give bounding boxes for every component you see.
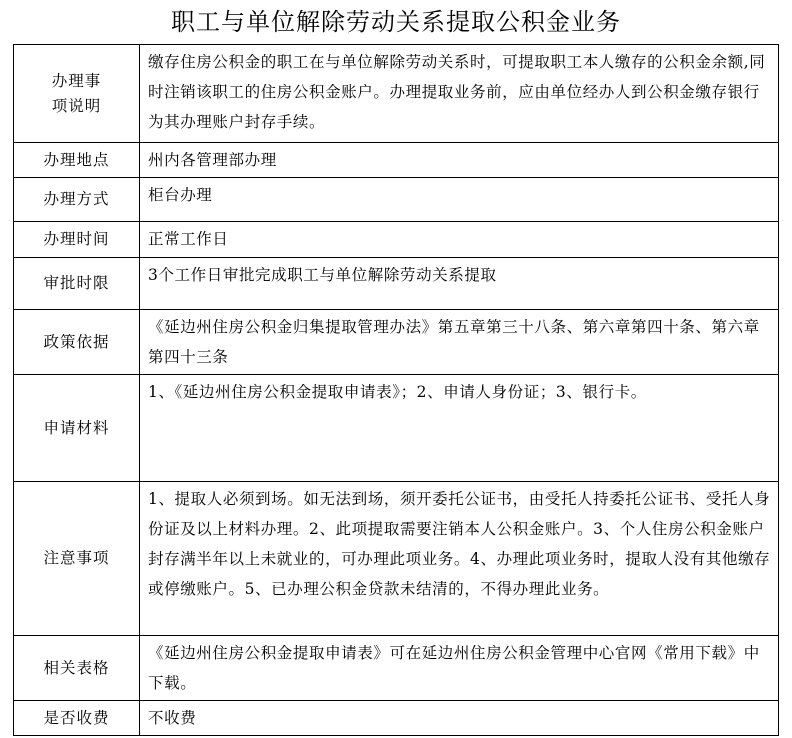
table-row xyxy=(14,375,779,482)
row-label: 是否收费 xyxy=(14,701,140,736)
row-label: 申请材料 xyxy=(14,375,140,482)
row-value: 1、提取人必须到场。如无法到场，须开委托公证书，由受托人持委托公证书、受托人身份证及以上材料办理。2、此项提取需要注销本人公积金账户。3、个人住房公积金账户封存满半年以上未就业的，可办理此项业务。4、办理此项业务时，提取人没有其他缴存或停缴账户。5、已办理公积金贷款未结清的，不得办理此业务。 xyxy=(140,482,779,636)
table-row xyxy=(14,45,779,143)
service-info-table xyxy=(13,44,779,736)
row-label: 相关表格 xyxy=(14,636,140,701)
row-value: 柜台办理 xyxy=(140,178,779,222)
table-row xyxy=(14,701,779,736)
table-row xyxy=(14,482,779,636)
row-value: 州内各管理部办理 xyxy=(140,143,779,178)
row-value: 3个工作日审批完成职工与单位解除劳动关系提取 xyxy=(140,258,779,310)
row-label: 审批时限 xyxy=(14,258,140,310)
row-value: 1、《延边州住房公积金提取申请表》；2、申请人身份证；3、银行卡。 xyxy=(140,375,779,482)
document-title: 职工与单位解除劳动关系提取公积金业务 xyxy=(171,8,621,36)
row-value: 不收费 xyxy=(140,701,779,736)
table-row xyxy=(14,310,779,375)
row-label: 办理事项说明 xyxy=(14,45,140,143)
row-value: 《延边州住房公积金归集提取管理办法》第五章第三十八条、第六章第四十条、第六章第四十三条 xyxy=(140,310,779,375)
row-label: 政策依据 xyxy=(14,310,140,375)
table-row xyxy=(14,258,779,310)
row-label: 办理地点 xyxy=(14,143,140,178)
table-row xyxy=(14,222,779,258)
row-value: 正常工作日 xyxy=(140,222,779,258)
row-label: 注意事项 xyxy=(14,482,140,636)
row-label: 办理时间 xyxy=(14,222,140,258)
row-value: 《延边州住房公积金提取申请表》可在延边州住房公积金管理中心官网《常用下载》中下载。 xyxy=(140,636,779,701)
table-row xyxy=(14,178,779,222)
row-label: 办理方式 xyxy=(14,178,140,222)
table-row xyxy=(14,143,779,178)
row-value: 缴存住房公积金的职工在与单位解除劳动关系时，可提取职工本人缴存的公积金余额,同时注销该职工的住房公积金账户。办理提取业务前，应由单位经办人到公积金缴存银行为其办理账户封存手续。 xyxy=(140,45,779,143)
table-row xyxy=(14,636,779,701)
